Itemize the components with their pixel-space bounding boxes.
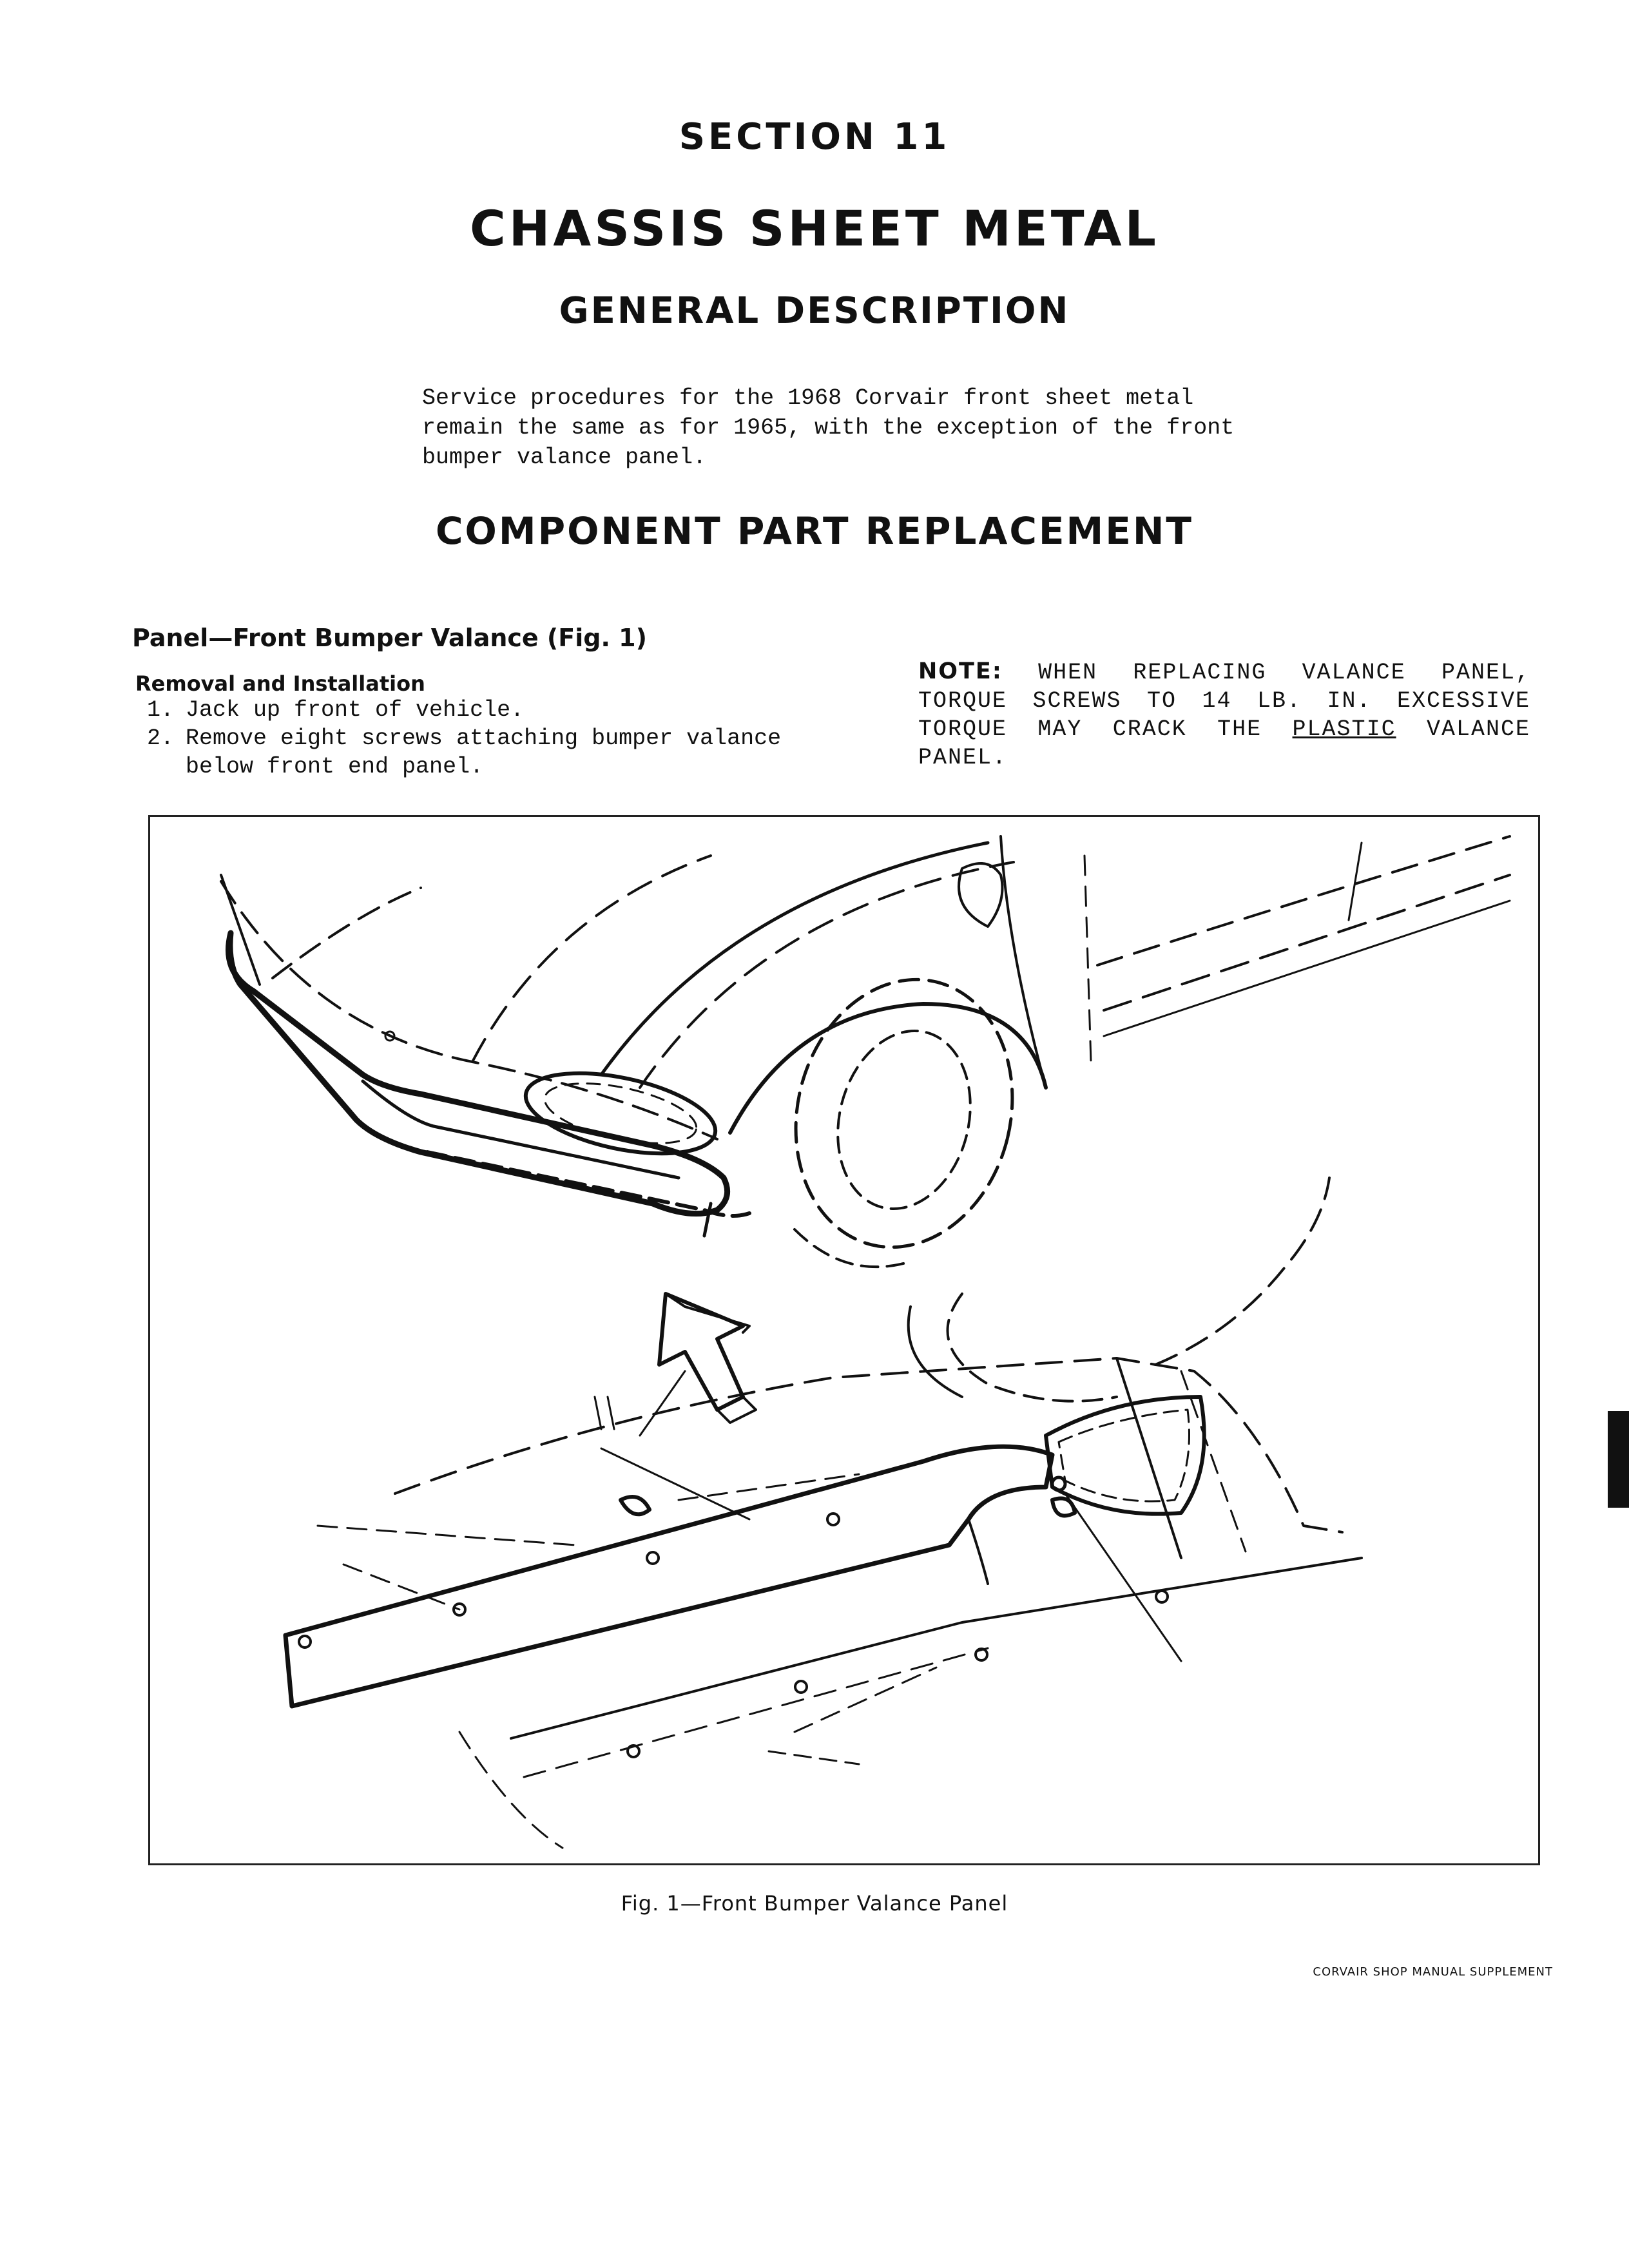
car-front-valance-line-drawing-icon — [150, 817, 1538, 1863]
footer-text: CORVAIR SHOP MANUAL SUPPLEMENT — [1313, 1965, 1553, 1979]
procedure-subheading: Removal and Installation — [135, 671, 425, 696]
section-title: CHASSIS SHEET METAL — [470, 200, 1159, 257]
general-description-heading: GENERAL DESCRIPTION — [559, 290, 1070, 332]
section-number: SECTION 11 — [679, 116, 950, 158]
figure-frame — [148, 815, 1540, 1865]
note-underlined-word: PLASTIC — [1292, 716, 1396, 742]
procedure-step — [147, 724, 811, 781]
note-text-end: VALANCE PANEL. — [918, 716, 1530, 771]
general-description-text: Service procedures for the 1968 Corvair front sheet metal remain the same as for 1965, with the exception of the front bumper valance panel. — [422, 385, 1235, 470]
step-number: 2. — [147, 726, 175, 751]
note-text: WHEN REPLACING VALANCE PANEL, TORQUE SCREWS TO 14 LB. IN. EXCESSIVE TORQUE MAY CRACK THE — [918, 660, 1530, 742]
page-edge-marker — [1608, 1411, 1629, 1508]
step-text: Jack up front of vehicle. — [186, 697, 525, 723]
procedure-step — [147, 696, 811, 724]
step-number: 1. — [147, 697, 175, 723]
step-text: Remove eight screws attaching bumper valance below front end panel. — [186, 726, 782, 780]
procedure-heading: Panel—Front Bumper Valance (Fig. 1) — [132, 624, 647, 652]
torque-note — [918, 657, 1530, 772]
note-label: NOTE: — [918, 658, 1003, 684]
figure-caption: Fig. 1—Front Bumper Valance Panel — [621, 1891, 1008, 1916]
procedure-steps — [147, 696, 811, 781]
component-replacement-heading: COMPONENT PART REPLACEMENT — [435, 509, 1193, 553]
